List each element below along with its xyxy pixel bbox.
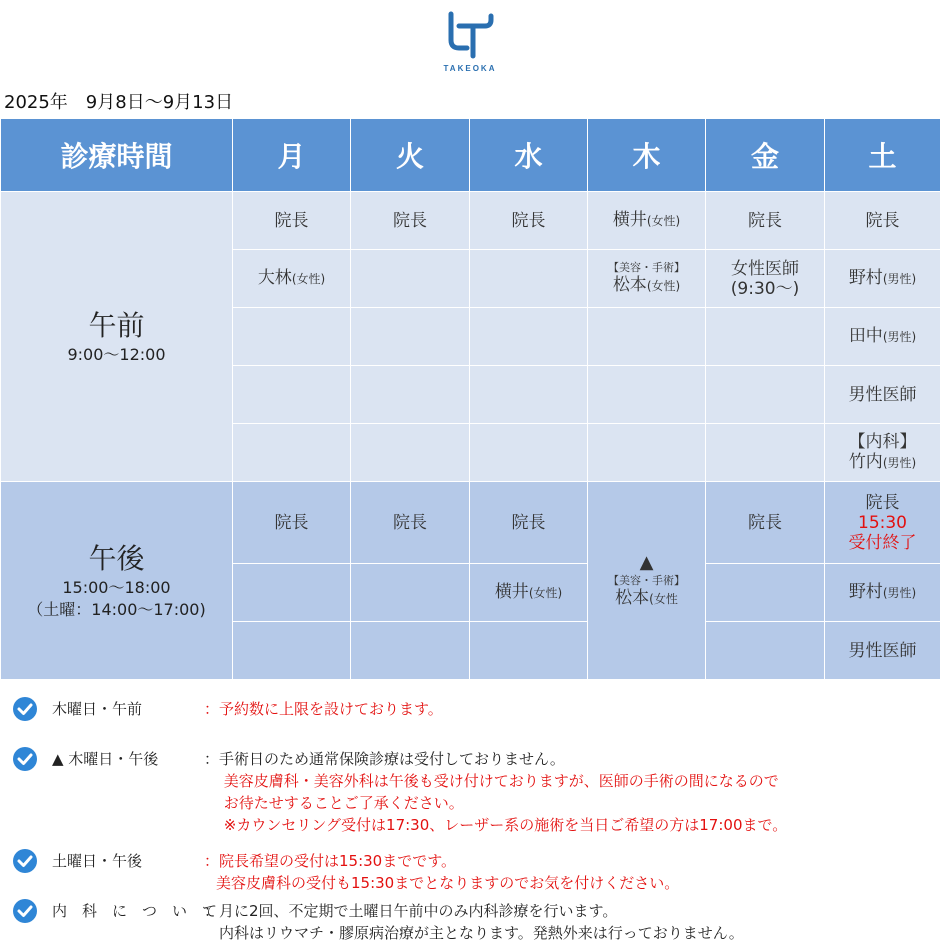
pm-wed-1: 院長 xyxy=(470,482,588,564)
am-sat-5 xyxy=(825,424,940,482)
logo-brand-text: TAKEOKA xyxy=(437,64,503,73)
note-label: 土曜日・午後 xyxy=(52,850,172,872)
am-mon-3 xyxy=(233,308,351,366)
header-day-fri: 金 xyxy=(706,119,825,192)
header-label: 診療時間 xyxy=(1,119,233,192)
note-saturday-pm xyxy=(12,848,932,894)
am-sat-3 xyxy=(825,308,940,366)
am-fri-5 xyxy=(706,424,825,482)
check-circle-icon xyxy=(12,848,38,874)
am-tue-2 xyxy=(351,250,470,308)
am-tue-4 xyxy=(351,366,470,424)
note-text xyxy=(204,900,744,944)
doctor-name: 松本 xyxy=(615,588,649,608)
header-day-mon: 月 xyxy=(233,119,351,192)
pm-tue-2 xyxy=(351,564,470,622)
pm-fri-1: 院長 xyxy=(706,482,825,564)
am-sat-2 xyxy=(825,250,940,308)
note-label: 木曜日・午前 xyxy=(52,698,172,720)
check-circle-icon xyxy=(12,696,38,722)
gender-note: (女性) xyxy=(529,586,562,600)
am-session-cell xyxy=(1,192,233,482)
gender-note: (男性) xyxy=(883,330,916,344)
doctor-name: 院長 xyxy=(825,493,940,513)
note-internal-medicine xyxy=(12,898,932,944)
doctor-name: 松本 xyxy=(613,275,647,295)
gender-note: (男性) xyxy=(883,456,916,470)
reception-time: 15:30 xyxy=(825,513,940,533)
note-line: ：手術日のため通常保険診療は受付しておりません。 xyxy=(204,748,787,770)
am-title: 午前 xyxy=(1,308,232,344)
pm-mon-2 xyxy=(233,564,351,622)
note-line: ：院長希望の受付は15:30までです。 xyxy=(204,850,679,872)
am-wed-1: 院長 xyxy=(470,192,588,250)
doctor-name: 田中 xyxy=(849,326,883,346)
header-day-tue: 火 xyxy=(351,119,470,192)
note-label: 内 科 に つ い て xyxy=(52,900,217,922)
am-sat-1: 院長 xyxy=(825,192,940,250)
start-time-note: (9:30〜) xyxy=(706,279,824,299)
specialty-tag: 【美容・手術】 xyxy=(588,261,705,275)
am-sat-4: 男性医師 xyxy=(825,366,940,424)
am-wed-4 xyxy=(470,366,588,424)
reception-end: 受付終了 xyxy=(825,533,940,553)
am-thu-3 xyxy=(588,308,706,366)
pm-session-cell xyxy=(1,482,233,680)
schedule-period: 2025年 9月8日〜9月13日 xyxy=(4,88,233,114)
am-fri-4 xyxy=(706,366,825,424)
pm-mon-1: 院長 xyxy=(233,482,351,564)
am-mon-2 xyxy=(233,250,351,308)
note-line: 美容皮膚科・美容外科は午後も受け付けておりますが、医師の手術の間になるので xyxy=(204,770,787,792)
note-line: お待たせすることご了承ください。 xyxy=(204,792,787,814)
am-fri-3 xyxy=(706,308,825,366)
check-circle-icon xyxy=(12,746,38,772)
pm-fri-3 xyxy=(706,622,825,680)
note-label: ▲ 木曜日・午後 xyxy=(52,748,158,770)
gender-note: (男性) xyxy=(883,586,916,600)
gender-note: (女性 xyxy=(649,592,678,606)
pm-thu-merged xyxy=(588,482,706,680)
doctor-name: 竹内 xyxy=(849,452,883,472)
am-tue-1: 院長 xyxy=(351,192,470,250)
am-tue-5 xyxy=(351,424,470,482)
am-thu-2 xyxy=(588,250,706,308)
specialty-tag: 【内科】 xyxy=(825,432,940,452)
am-wed-2 xyxy=(470,250,588,308)
pm-row-1 xyxy=(1,482,940,564)
note-thursday-am xyxy=(12,696,932,722)
am-hours: 9:00〜12:00 xyxy=(1,344,232,366)
doctor-name: 大林 xyxy=(258,268,292,288)
note-text xyxy=(204,850,679,894)
header-day-sat: 土 xyxy=(825,119,940,192)
note-thursday-pm xyxy=(12,746,932,838)
header-row xyxy=(1,119,940,192)
gender-note: (女性) xyxy=(647,214,680,228)
check-circle-icon xyxy=(12,898,38,924)
am-thu-4 xyxy=(588,366,706,424)
pm-fri-2 xyxy=(706,564,825,622)
logo-mark-icon xyxy=(445,10,495,60)
am-wed-3 xyxy=(470,308,588,366)
gender-note: (女性) xyxy=(292,272,325,286)
doctor-name: 横井 xyxy=(613,210,647,230)
doctor-name: 横井 xyxy=(495,582,529,602)
pm-sat-1 xyxy=(825,482,940,564)
header-day-thu: 木 xyxy=(588,119,706,192)
gender-note: (男性) xyxy=(883,272,916,286)
am-wed-5 xyxy=(470,424,588,482)
specialty-tag: 【美容・手術】 xyxy=(588,574,705,588)
am-row-1 xyxy=(1,192,940,250)
doctor-name: 女性医師 xyxy=(706,259,824,279)
am-fri-1: 院長 xyxy=(706,192,825,250)
am-fri-2 xyxy=(706,250,825,308)
header-day-wed: 水 xyxy=(470,119,588,192)
triangle-mark: ▲ xyxy=(588,552,705,574)
am-thu-5 xyxy=(588,424,706,482)
am-tue-3 xyxy=(351,308,470,366)
pm-title: 午後 xyxy=(1,541,232,577)
pm-mon-3 xyxy=(233,622,351,680)
doctor-name: 野村 xyxy=(849,582,883,602)
am-thu-1 xyxy=(588,192,706,250)
schedule-table xyxy=(0,118,940,680)
pm-tue-1: 院長 xyxy=(351,482,470,564)
pm-sat-2 xyxy=(825,564,940,622)
pm-tue-3 xyxy=(351,622,470,680)
pm-sat-3: 男性医師 xyxy=(825,622,940,680)
gender-note: (女性) xyxy=(647,279,680,293)
am-mon-5 xyxy=(233,424,351,482)
takeoka-logo xyxy=(437,10,503,84)
note-text xyxy=(204,748,787,836)
note-text xyxy=(204,698,443,720)
pm-hours: 15:00〜18:00 xyxy=(1,577,232,599)
note-line: ：予約数に上限を設けております。 xyxy=(204,698,443,720)
note-line: 内科はリウマチ・膠原病治療が主となります。発熱外来は行っておりません。 xyxy=(204,922,744,944)
note-line: 美容皮膚科の受付も15:30までとなりますのでお気を付けください。 xyxy=(216,872,679,894)
am-mon-4 xyxy=(233,366,351,424)
pm-wed-3 xyxy=(470,622,588,680)
pm-wed-2 xyxy=(470,564,588,622)
note-line: ※カウンセリング受付は17:30、レーザー系の施術を当日ご希望の方は17:00まで。 xyxy=(204,814,787,836)
pm-hours-saturday: （土曜：14:00〜17:00) xyxy=(1,599,232,621)
note-line: ：月に2回、不定期で土曜日午前中のみ内科診療を行います。 xyxy=(204,900,744,922)
doctor-name: 野村 xyxy=(849,268,883,288)
am-mon-1: 院長 xyxy=(233,192,351,250)
